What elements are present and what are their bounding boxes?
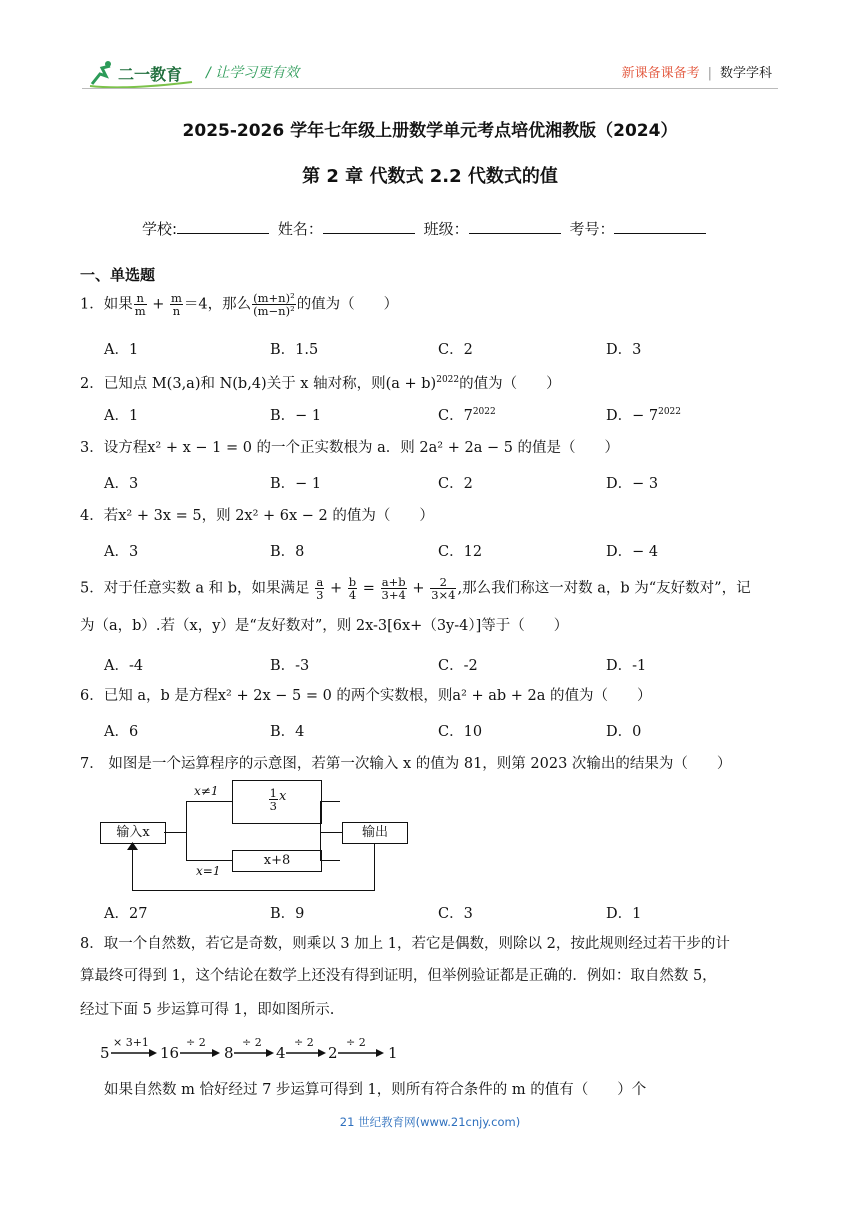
flow-line <box>320 801 340 802</box>
q5-frac-b-den: 4 <box>348 588 357 602</box>
q1-frac2-num: m <box>171 291 182 305</box>
question-5-line-2: 为（a，b）.若（x，y）是“友好数对”，则 2x-3[6x+（3y-4）]等于（ ） <box>80 618 569 634</box>
flow-input-box: 输入x <box>100 822 166 844</box>
question-4: 4．若x² + 3x = 5，则 2x² + 6x − 2 的值为（ ） <box>80 508 434 524</box>
arrow-right-icon <box>180 1049 220 1057</box>
q2-option-c-exp: 2022 <box>472 407 496 418</box>
question-8-line-1: 8．取一个自然数，若它是奇数，则乘以 3 加上 1，若它是偶数，则除以 2，按此规则经过若干步的计 <box>80 936 730 952</box>
question-8-line-3: 经过下面 5 步运算可得 1，即如图所示. <box>80 1002 335 1018</box>
q1-option-b: B．1.5 <box>270 342 319 358</box>
q2-option-d-exp: 2022 <box>658 407 682 418</box>
q1-frac3-num: (m+n)² <box>253 291 295 305</box>
number-label: 考号： <box>569 220 615 238</box>
q5-frac-d-num: 2 <box>430 576 456 589</box>
q2-option-d <box>606 404 681 425</box>
q5-option-a: A．-4 <box>104 658 144 674</box>
q1-frac3 <box>252 292 296 317</box>
q6-option-d: D．0 <box>606 724 642 740</box>
flow-line <box>320 860 340 861</box>
q7-option-c: C．3 <box>438 906 473 922</box>
flow-line <box>186 801 232 802</box>
q2-option-a: A．1 <box>104 408 139 424</box>
question-3: 3．设方程x² + x − 1 = 0 的一个正实数根为 a．则 2a² + 2a − 5 的值是（ ） <box>80 440 620 456</box>
flow-op1-den: 3 <box>269 799 277 813</box>
flow-cond-not-one: x≠1 <box>194 784 219 798</box>
flow-line <box>186 801 187 860</box>
flow-line <box>374 843 375 890</box>
q7-option-a: A．27 <box>104 906 148 922</box>
flow-line <box>164 832 186 833</box>
header-subject: 数学学科 <box>719 66 772 81</box>
q5-frac-a <box>315 576 324 601</box>
q2-option-c <box>438 404 496 425</box>
flow-output-box: 输出 <box>342 822 408 844</box>
question-1: 1．如果 $\frac{n}{m}$ + $\frac{m}{n}$ ＝4，那么 $\frac{\text{(m+n)²}}{\text{(m−n)²}}$ 的值为（ ） <box>80 291 399 318</box>
chain-num: 4 <box>276 1044 286 1062</box>
q1-mid: ＝4，那么 <box>183 296 252 313</box>
q1-option-c: C．2 <box>438 342 473 358</box>
arrow-right-icon <box>234 1049 274 1057</box>
q1-frac2 <box>170 292 183 317</box>
page-title: 2025-2026 学年七年级上册数学单元考点培优湘教版（2024） <box>182 121 678 141</box>
arrow-up-icon <box>127 842 138 850</box>
class-label: 班级： <box>423 220 469 238</box>
q1-frac1-num: n <box>134 292 147 305</box>
q2-option-b: B．− 1 <box>270 408 322 424</box>
q1-frac1-den: m <box>134 304 146 318</box>
chain-num: 2 <box>328 1044 338 1062</box>
flow-op1-x: x <box>278 789 287 804</box>
flow-cond-one: x=1 <box>196 864 221 878</box>
q5-option-c: C．-2 <box>438 658 478 674</box>
class-blank <box>469 219 561 234</box>
q2-post: 的值为（ ） <box>459 375 561 392</box>
q2-option-c-text: C．7 <box>438 408 473 424</box>
chain-op: ÷ 2 <box>294 1036 314 1049</box>
chain-op: ÷ 2 <box>186 1036 206 1049</box>
number-blank <box>614 219 706 234</box>
name-label: 姓名： <box>277 220 323 238</box>
q1-frac1 <box>134 292 147 317</box>
flow-op1-num: 1 <box>269 786 277 800</box>
chain-num: 16 <box>160 1044 180 1062</box>
chain-num: 8 <box>224 1044 234 1062</box>
header-tag: 新课备课备考 <box>621 66 700 81</box>
q1-frac3-den: (m−n)² <box>253 304 295 318</box>
q7-option-b: B．9 <box>270 906 305 922</box>
q5-frac-b <box>348 576 357 601</box>
question-8-line-4: 如果自然数 m 恰好经过 7 步运算可得到 1，则所有符合条件的 m 的值有（ ）个 <box>104 1082 647 1098</box>
footer: 21 世纪教育网(www.21cnjy.com) <box>339 1115 521 1129</box>
flow-line <box>132 847 133 891</box>
school-label: 学校: <box>142 220 178 238</box>
q5-frac-c-num: a+b <box>381 575 406 589</box>
q5-frac-c <box>381 576 407 601</box>
arrow-right-icon <box>286 1049 326 1057</box>
header-divider <box>82 88 778 89</box>
q8-chain <box>100 1036 410 1062</box>
q5-frac-c-den: 3+4 <box>381 588 406 602</box>
flow-line <box>132 890 375 891</box>
q1-post: 的值为（ ） <box>296 296 399 313</box>
flow-line <box>320 801 321 860</box>
chain-op: × 3+1 <box>113 1036 149 1049</box>
q5-option-d: D．-1 <box>606 658 647 674</box>
question-6: 6．已知 a，b 是方程x² + 2x − 5 = 0 的两个实数根，则a² + ab + 2a 的值为（ ） <box>80 688 652 704</box>
q2-option-d-text: D．− 7 <box>606 408 659 424</box>
arrow-right-icon <box>338 1049 384 1057</box>
flow-op2-box: x+8 <box>232 850 322 872</box>
question-7: 7． 如图是一个运算程序的示意图，若第一次输入 x 的值为 81，则第 2023 次输出的结果为（ ） <box>80 756 732 772</box>
question-2 <box>80 370 561 394</box>
q6-option-b: B．4 <box>270 724 305 740</box>
q5-frac-d <box>430 576 456 601</box>
q6-option-c: C．10 <box>438 724 483 740</box>
q1-frac2-den: n <box>172 304 181 318</box>
flow-op1-box <box>232 780 322 824</box>
section-heading: 一、单选题 <box>80 266 156 284</box>
header-separator: | <box>707 66 712 81</box>
logo-text: 二一教育 <box>118 65 183 84</box>
q1-option-d: D．3 <box>606 342 642 358</box>
q5-frac-d-den: 3×4 <box>431 588 456 602</box>
name-blank <box>323 219 415 234</box>
header-right <box>622 62 772 81</box>
q5-option-b: B．-3 <box>270 658 310 674</box>
q2-text: 2．已知点 M(3,a)和 N(b,4)关于 x 轴对称，则(a + b) <box>80 375 437 392</box>
q6-option-a: A．6 <box>104 724 139 740</box>
q5-post: ,那么我们称这一对数 a，b 为“友好数对”，记 <box>457 580 751 597</box>
chain-num: 1 <box>388 1044 398 1062</box>
q4-option-c: C．12 <box>438 544 483 560</box>
flow-op1-frac <box>269 787 278 812</box>
chain-op: ÷ 2 <box>346 1036 366 1049</box>
flowchart <box>100 780 410 894</box>
q4-option-d: D．− 4 <box>606 544 659 560</box>
q5-frac-a-den: 3 <box>316 588 324 602</box>
question-5: 5．对于任意实数 a 和 b，如果满足 $\frac{a}{3}$ + $\frac{b}{4}$ = $\frac{a+b}{3+4}$ + $\frac{2}{3\times 4}$ ,那么我们称这一对数 a，b 为“友好数对”，记 <box>80 575 751 602</box>
q3-option-c: C．2 <box>438 476 473 492</box>
q1-pre: 1．如果 <box>80 296 133 313</box>
student-info <box>142 218 710 239</box>
q4-option-b: B．8 <box>270 544 305 560</box>
question-8-line-2: 算最终可得到 1，这个结论在数学上还没有得到证明，但举例验证都是正确的．例如：取自然数 5， <box>80 968 717 984</box>
q2-exp: 2022 <box>436 375 460 385</box>
q1-option-a: A．1 <box>104 342 139 358</box>
q5-frac-a-num: a <box>316 575 324 589</box>
q5-pre: 5．对于任意实数 a 和 b，如果满足 <box>80 580 315 597</box>
logo <box>86 60 198 90</box>
q7-option-d: D．1 <box>606 906 642 922</box>
q3-option-a: A．3 <box>104 476 139 492</box>
flow-line <box>186 860 232 861</box>
school-blank <box>177 219 269 234</box>
q3-option-d: D．− 3 <box>606 476 659 492</box>
q5-frac-b-num: b <box>348 575 357 589</box>
flow-line <box>320 832 342 833</box>
chain-op: ÷ 2 <box>242 1036 262 1049</box>
q3-option-b: B．− 1 <box>270 476 322 492</box>
arrow-right-icon <box>111 1049 157 1057</box>
chain-num: 5 <box>100 1044 110 1062</box>
header-slogan: / 让学习更有效 <box>206 65 300 81</box>
q4-option-a: A．3 <box>104 544 139 560</box>
page-subtitle: 第 2 章 代数式 2.2 代数式的值 <box>302 166 558 187</box>
